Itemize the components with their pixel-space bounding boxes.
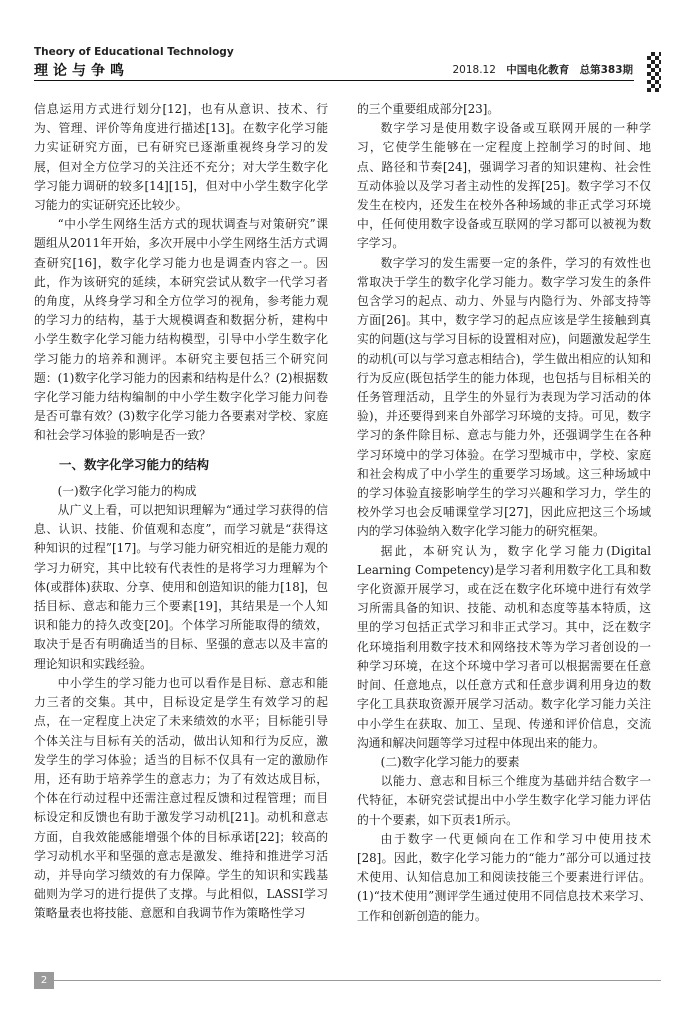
section-heading: 一、数字化学习能力的结构 bbox=[59, 456, 210, 472]
paragraph: 数字学习是使用数字设备或互联网开展的一种学习，它使学生能够在一定程度上控制学习的时间、地点、路径和节奏[24]，强调学习者的知识建构、社会性互动体验以及学习者主动性的发挥[25]。数字学习不仅发生在校内，还发生在校外各种场域的非正式学习环境中，任何使用数字设备或互联网的学习都可以被视为数字学习。 bbox=[357, 121, 651, 251]
paragraph: 据此，本研究认为，数字化学习能力(Digital Learning Competency)是学习者利用数字化工具和数字化资源开展学习，或在泛在数字化环境中进行有效学习所需具备的知识、技能、动机和态度等基本特质，这里的学习包括正式学习和非正式学习。其中，泛在数字化环境指利用数字技术和网络技术等为学习者创设的一种学习环境，在这个环境中学习者可以根据需要在任意时间、任意地点，以任意方式和任意步调利用身边的数字化工具获取资源开展学习活动。数字化学习能力关注中小学生在获取、加工、呈现、传递和评价信息，交流沟通和解决问题等学习过程中体现出来的能力。 bbox=[357, 543, 651, 750]
paragraph: “中小学生网络生活方式的现状调查与对策研究”课题组从2011年开始，多次开展中小学生网络生活方式调查研究[16]，数字化学习能力也是调查内容之一。因此，作为该研究的延续，本研究尝试从数字一代学习者的角度，从终身学习和全方位学习的视角，参考能力观的学习力的结构，基于大规模调查和数据分析，建构中小学生数字化学习能力结构模型，引导中小学生数字化学习能力的培养和测评。本研究主要包括三个研究问题：(1)数字化学习能力的因素和结构是什么？(2)根据数字化学习能力结构编制的中小学生数字化学习能力问卷是否可靠有效？(3)数字化学习能力各要素对学校、家庭和社会学习体验的影响是否一致？ bbox=[34, 217, 328, 443]
paragraph: 由于数字一代更倾向在工作和学习中使用技术[28]。因此，数字化学习能力的“能力”部分可以通过技术使用、认知信息加工和阅读技能三个要素进行评估。(1)“技术使用”测评学生通过使用不同信息技术来学习、工作和创新创造的能力。 bbox=[357, 831, 651, 923]
subsection-heading: (二)数字化学习能力的要素 bbox=[380, 754, 520, 769]
subsection-heading: (一)数字化学习能力的构成 bbox=[57, 483, 197, 498]
page-header bbox=[34, 44, 661, 84]
footer-rule bbox=[34, 980, 661, 981]
issue-info bbox=[445, 62, 633, 77]
right-column bbox=[357, 100, 651, 926]
journal-title-cn: 中国电化教育 bbox=[506, 64, 570, 76]
left-column bbox=[34, 100, 328, 924]
journal-title-en: Theory of Educational Technology bbox=[34, 46, 234, 58]
section-title-cn: 理论与争鸣 bbox=[34, 63, 129, 79]
paragraph: 以能力、意志和目标三个维度为基础并结合数字一代特征，本研究尝试提出中小学生数字化学习能力评估的十个要素，如下页表1所示。 bbox=[357, 774, 651, 827]
page-number: 2 bbox=[34, 972, 54, 989]
total-issue: 总第383期 bbox=[579, 64, 633, 76]
header-rule bbox=[34, 80, 634, 81]
checker-decoration bbox=[647, 52, 661, 92]
issue-date: 2018.12 bbox=[452, 64, 496, 76]
paragraph: 中小学生的学习能力也可以看作是目标、意志和能力三者的交集。其中，目标设定是学生有效学习的起点，在一定程度上决定了未来绩效的水平；目标能引导个体关注与目标有关的活动，做出认知和行为反应，激发学生的学习体验；适当的目标不仅具有一定的激励作用，还有助于培养学生的意志力；为了有效达成目标，个体在行动过程中还需注意过程反馈和过程管理；而目标设定和反馈也有助于激发学习动机[21]。动机和意志方面，自我效能感能增强个体的目标承诺[22]；较高的学习动机水平和坚强的意志是激发、维持和推进学习活动，并导向学习绩效的有力保障。学生的知识和实践基础则为学习的进行提供了支撑。与此相似，LASSI学习策略量表也将技能、意愿和自我调节作为策略性学习 bbox=[34, 675, 328, 921]
paragraph: 信息运用方式进行划分[12]，也有从意识、技术、行为、管理、评价等角度进行描述[13]。在数字化学习能力实证研究方面，已有研究已逐渐重视终身学习的发展，但对全方位学习的关注还不充分；对大学生数字化学习能力调研的较多[14][15]，但对中小学生数字化学习能力的实证研究还比较少。 bbox=[34, 102, 328, 213]
paragraph: 的三个重要组成部分[23]。 bbox=[357, 102, 500, 116]
paragraph: 从广义上看，可以把知识理解为“通过学习获得的信息、认识、技能、价值观和态度”，而学习就是“获得这种知识的过程”[17]。与学习能力研究相近的是能力观的学习力研究，其中比较有代表性的是将学习力理解为个体(或群体)获取、分享、使用和创造知识的能力[18]，包括目标、意志和能力三个要素[19]，其结果是一个人知识和能力的持久改变[20]。个体学习所能取得的绩效，取决于是否有明确适当的目标、坚强的意志以及丰富的理论知识和实践经验。 bbox=[34, 503, 328, 671]
paragraph: 数字学习的发生需要一定的条件，学习的有效性也常取决于学生的数字化学习能力。数字学习发生的条件包含学习的起点、动力、外显与内隐行为、外部支持等方面[26]。其中，数字学习的起点应该是学生接触到真实的问题(这与学习目标的设置相对应)，问题激发起学生的动机(可以与学习意志相结合)，学生做出相应的认知和行为反应(既包括学生的能力体现，也包括与目标相关的任务管理活动，且学生的外显行为表现为学习活动的体验)，并还要得到来自外部学习环境的支持。可见，数字学习的条件除目标、意志与能力外，还强调学生在各种学习环境中的学习体验。在学习型城市中，学校、家庭和社会构成了中小学生的重要学习场域。这三种场域中的学习体验直接影响学生的学习兴趣和学习力，学生的校外学习也会反哺课堂学习[27]，因此应把这三个场域内的学习体验纳入数字化学习能力的研究框架。 bbox=[357, 255, 651, 539]
